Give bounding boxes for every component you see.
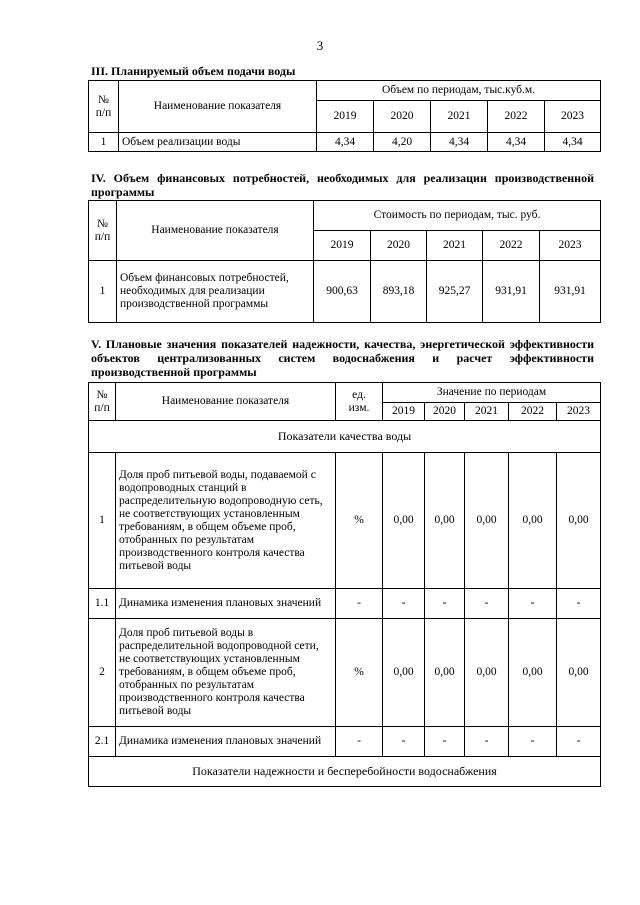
row-name: Объем финансовых потребностей, необходимых для реализации производственной программы bbox=[117, 261, 314, 323]
row-value: - bbox=[465, 727, 509, 757]
row-name: Динамика изменения плановых значений bbox=[116, 727, 336, 757]
row-value: 900,63 bbox=[314, 261, 371, 323]
row-value: - bbox=[425, 589, 465, 619]
row-num: 2.1 bbox=[89, 727, 116, 757]
row-name: Доля проб питьевой воды в распределительной водопроводной сети, не соответствующих установленным требованиям, в общем объеме проб, отобранных по результатам производственного контроля качества питьевой воды bbox=[116, 619, 336, 727]
col-group-header: Значение по периодам bbox=[383, 383, 601, 403]
year-header: 2023 bbox=[557, 403, 601, 421]
row-value: - bbox=[509, 589, 557, 619]
year-header: 2021 bbox=[431, 101, 488, 133]
year-header: 2020 bbox=[371, 231, 427, 261]
year-header: 2019 bbox=[317, 101, 374, 133]
row-value: - bbox=[425, 727, 465, 757]
row-value: 0,00 bbox=[383, 453, 425, 589]
row-num: 1.1 bbox=[89, 589, 116, 619]
row-value: 931,91 bbox=[483, 261, 540, 323]
page-number: 3 bbox=[316, 38, 324, 53]
table-row bbox=[89, 261, 601, 323]
row-value: 0,00 bbox=[465, 619, 509, 727]
row-num: 1 bbox=[89, 133, 119, 152]
col-name-header: Наименование показателя bbox=[119, 81, 317, 133]
year-header: 2020 bbox=[374, 101, 431, 133]
row-name: Динамика изменения плановых значений bbox=[116, 589, 336, 619]
row-value: - bbox=[465, 589, 509, 619]
row-value: 925,27 bbox=[427, 261, 483, 323]
year-header: 2020 bbox=[425, 403, 465, 421]
row-value: - bbox=[383, 589, 425, 619]
row-num: 1 bbox=[89, 261, 117, 323]
row-value: - bbox=[509, 727, 557, 757]
year-header: 2023 bbox=[540, 231, 601, 261]
row-value: 4,34 bbox=[431, 133, 488, 152]
table-row bbox=[89, 133, 601, 152]
row-name: Доля проб питьевой воды, подаваемой с водопроводных станций в распределительную водопроводную сеть, не соответствующих установленным требованиям, в общем объеме проб, отобранных по результатам производственного контроля качества питьевой воды bbox=[116, 453, 336, 589]
year-header: 2022 bbox=[483, 231, 540, 261]
quality-subheader: Показатели качества воды bbox=[89, 421, 601, 453]
col-num-header: № п/п bbox=[89, 201, 117, 261]
row-value: 0,00 bbox=[383, 619, 425, 727]
table-row bbox=[89, 727, 601, 757]
planned-water-supply-table bbox=[88, 80, 601, 152]
row-value: - bbox=[557, 727, 601, 757]
row-unit: % bbox=[336, 619, 383, 727]
row-value: 0,00 bbox=[509, 453, 557, 589]
row-name: Объем реализации воды bbox=[119, 133, 317, 152]
row-value: 0,00 bbox=[509, 619, 557, 727]
table-row bbox=[89, 589, 601, 619]
row-value: 893,18 bbox=[371, 261, 427, 323]
row-value: 0,00 bbox=[557, 453, 601, 589]
col-unit-header: ед. изм. bbox=[336, 383, 383, 421]
row-value: - bbox=[383, 727, 425, 757]
section-3-title: III. Планируемый объем подачи воды bbox=[91, 64, 296, 78]
col-name-header: Наименование показателя bbox=[116, 383, 336, 421]
row-unit: - bbox=[336, 727, 383, 757]
section-4-title: IV. Объем финансовых потребностей, необходимых для реализации производственной программы bbox=[91, 171, 594, 199]
financial-needs-table bbox=[88, 200, 601, 323]
row-value: 4,34 bbox=[317, 133, 374, 152]
year-header: 2021 bbox=[427, 231, 483, 261]
indicators-table bbox=[88, 382, 601, 787]
row-value: 0,00 bbox=[465, 453, 509, 589]
year-header: 2023 bbox=[545, 101, 601, 133]
col-num-header: № п/п bbox=[89, 383, 116, 421]
row-value: 4,34 bbox=[545, 133, 601, 152]
year-header: 2019 bbox=[383, 403, 425, 421]
table-row bbox=[89, 453, 601, 589]
year-header: 2019 bbox=[314, 231, 371, 261]
col-group-header: Объем по периодам, тыс.куб.м. bbox=[317, 81, 601, 101]
row-value: - bbox=[557, 589, 601, 619]
row-num: 1 bbox=[89, 453, 116, 589]
row-value: 0,00 bbox=[425, 453, 465, 589]
row-value: 0,00 bbox=[557, 619, 601, 727]
year-header: 2022 bbox=[509, 403, 557, 421]
col-name-header: Наименование показателя bbox=[117, 201, 314, 261]
row-value: 931,91 bbox=[540, 261, 601, 323]
col-group-header: Стоимость по периодам, тыс. руб. bbox=[314, 201, 601, 231]
reliability-subheader: Показатели надежности и бесперебойности водоснабжения bbox=[89, 757, 601, 787]
row-unit: - bbox=[336, 589, 383, 619]
row-num: 2 bbox=[89, 619, 116, 727]
row-value: 0,00 bbox=[425, 619, 465, 727]
row-value: 4,34 bbox=[488, 133, 545, 152]
col-num-header: № п/п bbox=[89, 81, 119, 133]
table-row bbox=[89, 619, 601, 727]
row-value: 4,20 bbox=[374, 133, 431, 152]
row-unit: % bbox=[336, 453, 383, 589]
section-5-title: V. Плановые значения показателей надежности, качества, энергетической эффективности объектов централизованных систем водоснабжения и расчет эффективности производственной программы bbox=[91, 337, 594, 379]
year-header: 2021 bbox=[465, 403, 509, 421]
year-header: 2022 bbox=[488, 101, 545, 133]
